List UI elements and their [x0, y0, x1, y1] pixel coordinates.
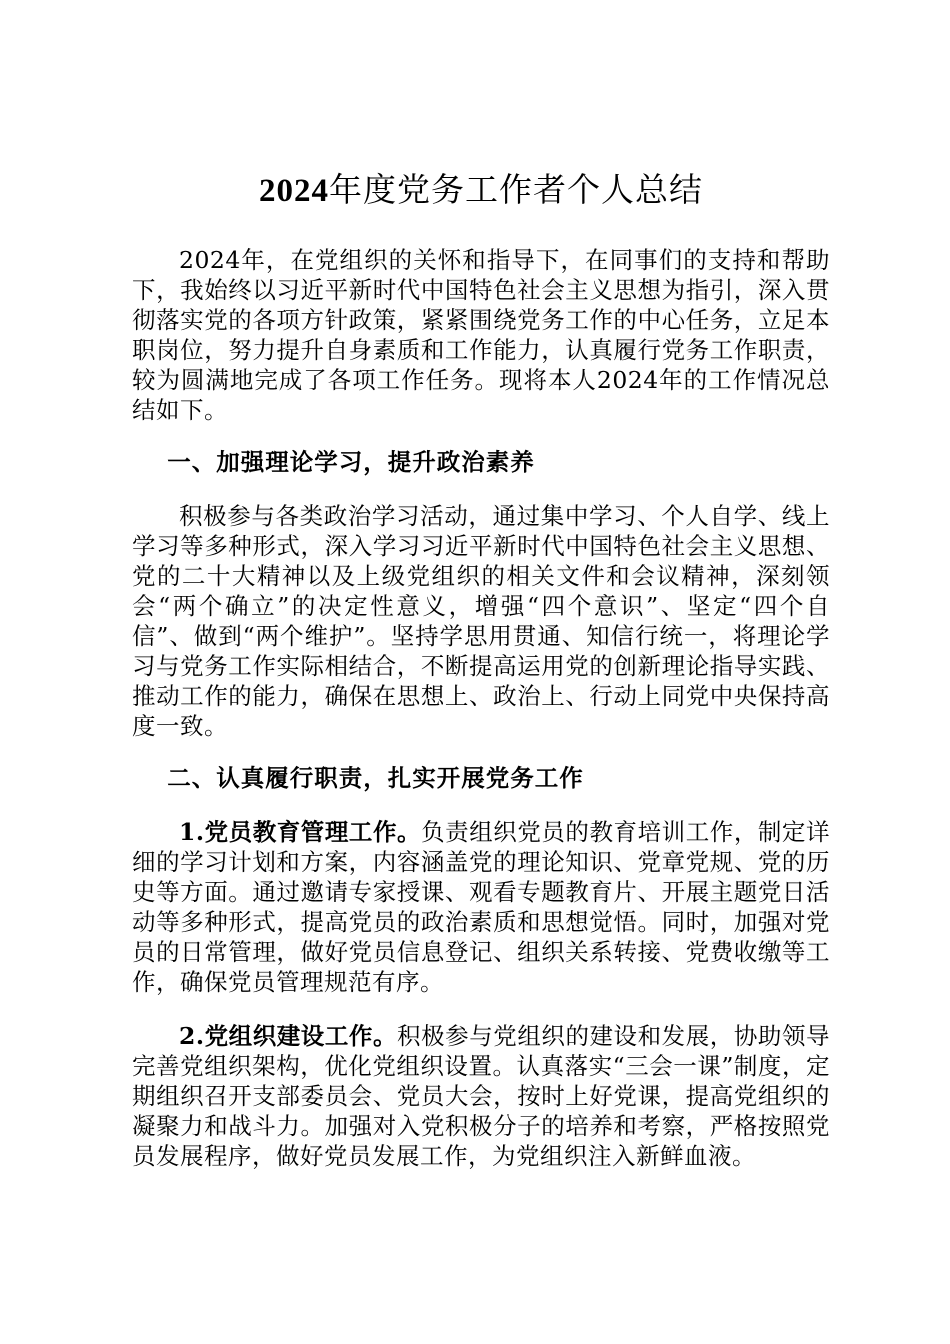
item-1-lead: 1.党员教育管理工作。: [179, 818, 422, 846]
section-1-heading: 一、加强理论学习，提升政治素养: [167, 448, 535, 476]
section-2-heading: 二、认真履行职责，扎实开展党务工作: [167, 764, 584, 792]
title-text: 年度党务工作者个人总结: [329, 170, 703, 209]
document-page: [132, 160, 830, 1171]
section-2-item-2-paragraph: [132, 1021, 830, 1171]
title-year: 2024: [259, 173, 329, 209]
section-1-paragraph: 积极参与各类政治学习活动，通过集中学习、个人自学、线上学习等多种形式，深入学习习近平新时代中国特色社会主义思想、党的二十大精神以及上级党组织的相关文件和会议精神，深刻领会“两个确立”的决定性意义，增强“四个意识”、坚定“四个自信”、做到“两个维护”。坚持学思用贯通、知信行统一，将理论学习与党务工作实际相结合，不断提高运用党的创新理论指导实践、推动工作的能力，确保在思想上、政治上、行动上同党中央保持高度一致。: [132, 502, 830, 740]
item-2-body: 积极参与党组织的建设和发展，协助领导完善党组织架构，优化党组织设置。认真落实“三会一课”制度，定期组织召开支部委员会、党员大会，按时上好党课，提高党组织的凝聚力和战斗力。加强对入党积极分子的培养和考察，严格按照党员发展程序，做好党员发展工作，为党组织注入新鲜血液。: [132, 1022, 830, 1170]
item-1-body: 负责组织党员的教育培训工作，制定详细的学习计划和方案，内容涵盖党的理论知识、党章党规、党的历史等方面。通过邀请专家授课、观看专题教育片、开展主题党日活动等多种形式，提高党员的政治素质和思想觉悟。同时，加强对党员的日常管理，做好党员信息登记、组织关系转接、党费收缴等工作，确保党员管理规范有序。: [132, 818, 830, 996]
document-title: [132, 160, 830, 221]
item-2-lead: 2.党组织建设工作。: [179, 1022, 398, 1050]
intro-paragraph: 2024年，在党组织的关怀和指导下，在同事们的支持和帮助下，我始终以习近平新时代中国特色社会主义思想为指引，深入贯彻落实党的各项方针政策，紧紧围绕党务工作的中心任务，立足本职岗位，努力提升自身素质和工作能力，认真履行党务工作职责，较为圆满地完成了各项工作任务。现将本人2024年的工作情况总结如下。: [132, 246, 830, 424]
paragraph-spacer: [132, 997, 830, 1021]
section-2-item-1-paragraph: [132, 817, 830, 997]
